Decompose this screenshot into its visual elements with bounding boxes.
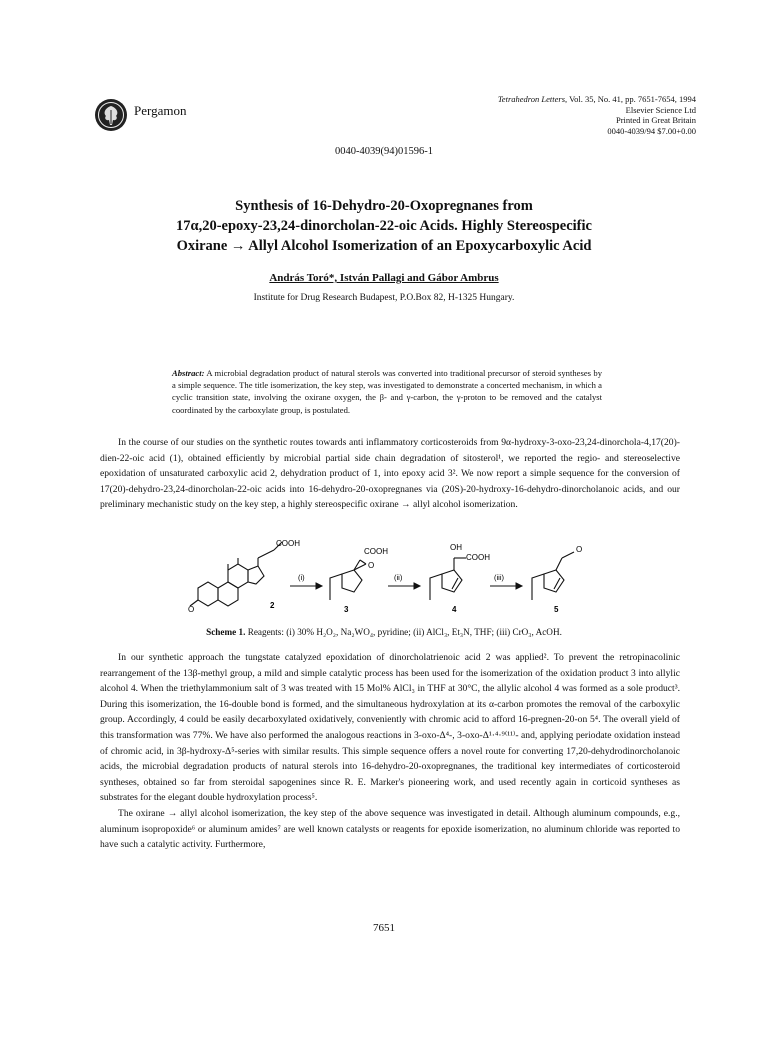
publisher-line: Elsevier Science Ltd [625,104,696,115]
scheme-label: COOH [364,547,388,556]
abstract-text: A microbial degradation product of natural sterols was converted into traditional precursor of steroid syntheses by a simple sequence. The title isomerization, the key step, was investigated to demonstrate a concerted mechanism, in which a cyclic transition state, involving the oxirane oxygen, the β- and γ-carbon, the γ-proton to be removed and the catalyst coordinated by the carboxylate group, is postulated. [172,368,602,415]
allyl-alcohol-structure-4 [430,558,466,600]
steroid-structure-2 [190,542,282,606]
abstract-label: Abstract: [172,368,205,378]
scheme-caption-text: Reagents: (i) 30% H₂O₂, Na₂WO₄, pyridine; (ii) AlCl₃, Et₃N, THF; (iii) CrO₃, AcOH. [245,627,562,637]
title-line: Synthesis of 16-Dehydro-20-Oxopregnanes from [235,198,533,214]
page-number: 7651 [373,922,395,934]
scheme-label: O [576,545,583,554]
pregnenone-structure-5 [532,552,574,600]
scheme-label: O [188,605,195,614]
reaction-scheme [170,538,600,618]
scheme-label: (ii) [394,573,403,582]
issn-line: 0040-4039/94 $7.00+0.00 [607,125,696,136]
publisher-name: Pergamon [134,103,187,118]
scheme-label: COOH [276,539,300,548]
compound-number: 2 [270,601,275,610]
doi: 0040-4039(94)01596-1 [335,146,433,157]
scheme-label: O [368,561,375,570]
scheme-label: (iii) [494,573,504,582]
intro-paragraph [100,435,680,513]
scheme-label: (i) [298,573,305,582]
printed-line: Printed in Great Britain [615,115,696,125]
body-text [100,650,680,853]
volume-line: , Vol. 35, No. 41, pp. 7651-7654, 1994 [565,94,696,104]
paragraph-text: In the course of our studies on the synthetic routes towards anti inflammatory corticosteroids from 9α-hydroxy-3-oxo-23,24-dinorchola-4,17(20)-dien-22-oic acid (1), obtained efficiently by microbial partial side chain degradation of sitosterol¹, we reported the regio- and stereoselective epoxidation of unsaturated carboxylic acid 2, dehydration product of 1, into epoxy acid 3². We now report a simple sequence for the conversion of 17(20)-dehydro-23,24-dinorcholan-22-oic acids into 16-dehydro-20-oxopregnanes via (20S)-20-hydroxy-16-dehydro-dinorcholanoic acids, and our preliminary mechanistic study on the key step, a highly stereospecific oxirane → allyl alcohol isomerization. [100,437,680,511]
reaction-arrow [388,583,420,589]
authors: András Toró*, István Pallagi and Gábor Ambrus [269,272,499,284]
scheme-caption [0,627,768,637]
reaction-arrow [290,583,322,589]
paragraph-text: In our synthetic approach the tungstate catalyzed epoxidation of dinorcholatrienoic acid 2 was applied². To prevent the retropinacolinic rearrangement of the 13β-methyl group, a mild and simple catalytic process has been used for the isomerization of the oxidation product 3 into allylic alcohol 4. When the triethylammonium salt of 3 was treated with 15 Mol% AlCl₃ in THF at 30°C, the allylic alcohol 4 was formed as a sole product³. During this isomerization, the 16-double bond is formed, and the simultaneous hydroxylation at its α-carbon promotes the removal of the carboxylic group. Accordingly, 4 could be easily decarboxylated oxidatively, conveniently with chromic acid to afford 16-pregnen-20-on 5⁴. The overall yield of this transformation was 77%. We have also performed the analogous reactions in 3-oxo-Δ⁴-, 3-oxo-Δ¹·⁴·⁹⁽¹¹⁾- and, applying periodate oxidation instead of chromic acid, in 3β-hydroxy-Δ⁵-series with similar results. This simple sequence offers a novel route for converting 17,20-dehydrodinorcholanoic acids, the microbial degradation products of natural sterols into 16-dehydro-20-oxopregnanes, the traditional key intermediates of corticosteroid syntheses, obtained so far from steroidal sapogenines since R. E. Marker's pioneering work, and used recently again in corticoid syntheses as substrates for the elegant double hydroxylation process⁵. [100,652,680,804]
paper-title [110,196,658,256]
journal-name: Tetrahedron Letters [497,94,566,104]
title-line: 17α,20-epoxy-23,24-dinorcholan-22-oic Acids. Highly Stereospecific [176,218,592,234]
reaction-arrow [490,583,522,589]
scheme-caption-label: Scheme 1. [206,627,246,637]
compound-number: 4 [452,605,457,614]
journal-info [498,94,696,136]
epoxide-structure-3 [330,560,366,600]
compound-number: 3 [344,605,349,614]
affiliation: Institute for Drug Research Budapest, P.O.Box 82, H-1325 Hungary. [253,293,515,303]
title-line: Oxirane → Allyl Alcohol Isomerization of an Epoxycarboxylic Acid [176,238,592,254]
paragraph-text: The oxirane → allyl alcohol isomerization, the key step of the above sequence was investigated in detail. Although aluminum compounds, e.g., aluminum isopropoxide⁶ or aluminum amides⁷ are well known catalysts or reagents for epoxide isomerization, no aluminum chloride was reported to have such a catalytic activity. Furthermore, [100,807,680,851]
elsevier-tree-icon [94,98,128,132]
scheme-label: COOH [466,553,490,562]
compound-number: 5 [554,605,559,614]
scheme-label: OH [450,543,462,552]
abstract [172,367,602,416]
